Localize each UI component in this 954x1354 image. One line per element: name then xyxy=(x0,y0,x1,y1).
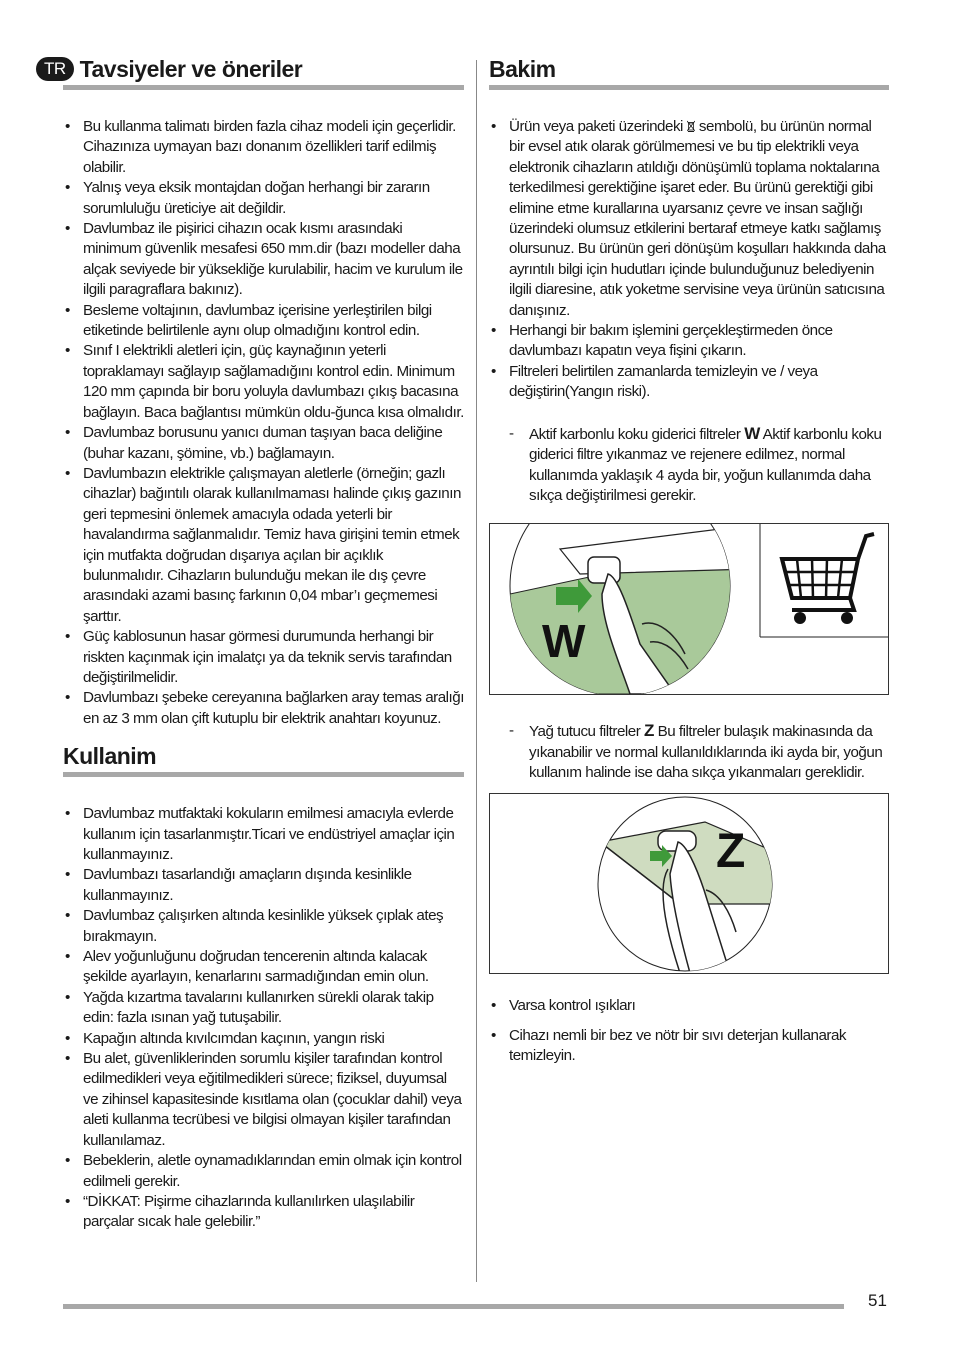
list-item: • Davlumbazı tasarlandığı amaçların dışında kesinlikle kullanmayınız. xyxy=(63,865,464,906)
list-item: • Alev yoğunluğunu doğrudan tencerenin altında kalacak şekilde ayarlayın, kenarlarını sarmadığından emin olun. xyxy=(63,947,464,988)
heading-text: Tavsiyeler ve öneriler xyxy=(79,56,303,82)
figure-w-label: W xyxy=(542,615,586,668)
footer-rule xyxy=(63,1304,844,1309)
section-heading-tavsiyeler xyxy=(44,56,464,90)
list-item: • Davlumbaz çalışırken altında kesinlikle yüksek çıplak ateş bırakmayın. xyxy=(63,906,464,947)
list-item: • Bebeklerin, aletle oynamadıklarından emin olmak için kontrol edilmeli gerekir. xyxy=(63,1151,464,1192)
list-item: • Kapağın altında kıvılcımdan kaçının, yangın riski xyxy=(63,1029,464,1049)
figure-carbon-filter xyxy=(489,523,889,695)
crossed-bin-icon xyxy=(687,120,695,132)
bakim-list-bottom xyxy=(489,996,889,1067)
carbon-letter: W xyxy=(744,423,760,443)
language-badge: TR xyxy=(36,57,74,81)
page-number: 51 xyxy=(868,1291,887,1310)
carbon-text-after: Aktif karbonlu koku giderici filtre yıkanmaz ve rejenere edilmez, normal kullanımda yaklaşık 4 ayda bir, yoğun kullanımda daha sıkça değiştirilmesi gerekir. xyxy=(529,425,882,504)
column-divider xyxy=(476,60,477,1282)
list-item: • Yalnış veya eksik montajdan doğan herhangi bir zararın sorumluluğu üreticiye ait değildir. xyxy=(63,178,464,219)
list-item: • Filtreleri belirtilen zamanlarda temizleyin ve / veya değiştirin(Yangın riski). xyxy=(489,362,889,403)
shopping-cart-icon xyxy=(782,534,874,624)
list-item: • Bu alet, güvenliklerinden sorumlu kişiler tarafından kontrol edilmedikleri veya eğitilmedikleri sürece; fiziksel, duyumsal ve zihinsel kapasitesinde kısıtlama olan (çocuklar dahil) veya aleti kullanma tecrübesi ve bilgisi olmayan kişiler tarafından kullanılamaz. xyxy=(63,1049,464,1151)
list-item: • Yağda kızartma tavalarını kullanırken sürekli olarak takip edin: fazla ısınan yağ tutuşabilir. xyxy=(63,988,464,1029)
list-item: • Davlumbazı şebeke cereyanına bağlarken aray temas aralığı en az 3 mm olan çift kutuplu bir elektrik anahtarı koyunuz. xyxy=(63,688,464,729)
carbon-text-before: Aktif karbonlu koku giderici filtreler xyxy=(529,425,741,443)
grease-text-after: Bu filtreler bulaşık makinasında da yıkanabilir ve normal kullanıldıklarında iki ayda bir, yoğun kullanım halinde ise daha sıkça yıkanmaları gereklidir. xyxy=(529,723,883,782)
carbon-filter-list xyxy=(489,424,889,507)
left-column xyxy=(44,56,464,1233)
figure-grease-filter xyxy=(489,793,889,974)
list-item-weee xyxy=(489,117,889,321)
list-item: • Bu kullanma talimatı birden fazla cihaz modeli için geçerlidir. Cihazınıza uymayan bazı donanım özellikleri tarif edilmiş olabilir. xyxy=(63,117,464,178)
section-heading-kullanim xyxy=(63,743,464,777)
list-item: • Davlumbaz mutfaktaki kokuların emilmesi amacıyla evlerde kullanım için tasarlanmıştır.Ticari ve endüstriyel amaçlar için kullanmayınız. xyxy=(63,804,464,865)
list-item: • Herhangi bir bakım işlemini gerçekleştirmeden önce davlumbazı kapatın veya fişini çıkarın. xyxy=(489,321,889,362)
list-item: • Davlumbaz ile pişirici cihazın ocak kısmı arasındaki minimum güvenlik mesafesi 650 mm.dir (bazı modeller daha alçak seviyede bir yüksekliğe kurulabilir, hacim ve kurulum ile ilgili paragraflara bakınız). xyxy=(63,219,464,301)
list-item: • Varsa kontrol ışıkları xyxy=(489,996,889,1016)
grease-filter-item xyxy=(489,721,889,783)
carbon-filter-item xyxy=(489,424,889,507)
figure-z-label: Z xyxy=(716,824,746,878)
section-heading-bakim xyxy=(489,56,889,90)
carbon-filter-illustration xyxy=(490,524,888,694)
heading-text: Bakim xyxy=(489,56,556,82)
weee-text-after: sembolü, bu ürünün normal bir evsel atık olarak görülmemesi ve bu tip elektrikli veya elektronik cihazların atıldığı dönüşümlü toplama noktalarına terkedilmesi gerektiğine işaret eder. Bu ürünü gerektiği gibi elimine etme kurallarına uyarsanız çevre ve insan sağlığı üzerindeki olumsuz etkilerini bertaraf etmeye katkı sağlamış olursunuz. Bu ürünün geri dönüşüm koşulları hakkında daha ayrıntılı bilgi için hudutları içinde bulunduğunuz belediyenin ilgili diaresine, atık yoketme servisine veya ürünün satıcısına danışınız. xyxy=(509,118,886,319)
list-item: • Davlumbaz borusunu yanıcı duman taşıyan baca deliğine (buhar kazanı, şömine, vb.) bağlamayın. xyxy=(63,423,464,464)
list-item: • Cihazı nemli bir bez ve nötr bir sıvı deterjan kullanarak temizleyin. xyxy=(489,1026,889,1067)
grease-filter-illustration xyxy=(490,794,888,973)
grease-filter-list xyxy=(489,721,889,783)
list-item: • “DİKKAT: Pişirme cihazlarında kullanılırken ulaşılabilir parçalar sıcak hale gelebilir.” xyxy=(63,1192,464,1233)
bakim-list xyxy=(489,117,889,403)
kullanim-list xyxy=(63,804,464,1233)
list-item: • Güç kablosunun hasar görmesi durumunda herhangi bir riskten kaçınmak için imalatçı ya da teknik servis tarafından değiştirilmelidir. xyxy=(63,627,464,688)
list-item: • Davlumbazın elektrikle çalışmayan aletlerle (örneğin; gazlı cihazlar) bağıntılı olarak kullanılmaması halinde çıkış gazının geri tepmesini önlemek amacıyla odada yeterli bir havalandırma sağlanmalıdır. Temiz hava girişini temin etmek için mutfakta doğrudan dışarıya açılan bir açıklık bulunmalıdır. Cihazların bulunduğu mekan ile dış çevre arasındaki azami basınç farkının 0,04 mbar’ı geçmemesi şarttır. xyxy=(63,464,464,627)
right-column xyxy=(489,56,889,1067)
list-item: • Besleme voltajının, davlumbaz içerisine yerleştirilen bilgi etiketinde belirtilenle aynı olup olmadığını kontrol edin. xyxy=(63,301,464,342)
list-item: • Sınıf I elektrikli aletleri için, güç kaynağının yeterli topraklamayı sağlayıp sağlamadığını kontrol edin. Minimum 120 mm çapında bir boru yoluyla davlumbazı çıkış bacasına bağlayın. Baca bağlantısı mümkün oldu-ğunca kısa olmalıdır. xyxy=(63,341,464,423)
grease-letter: Z xyxy=(644,721,654,741)
heading-text: Kullanim xyxy=(63,743,157,770)
grease-text-before: Yağ tutucu filtreler xyxy=(529,723,641,741)
weee-text-before: Ürün veya paketi üzerindeki xyxy=(509,118,683,135)
tavsiyeler-list xyxy=(63,117,464,729)
